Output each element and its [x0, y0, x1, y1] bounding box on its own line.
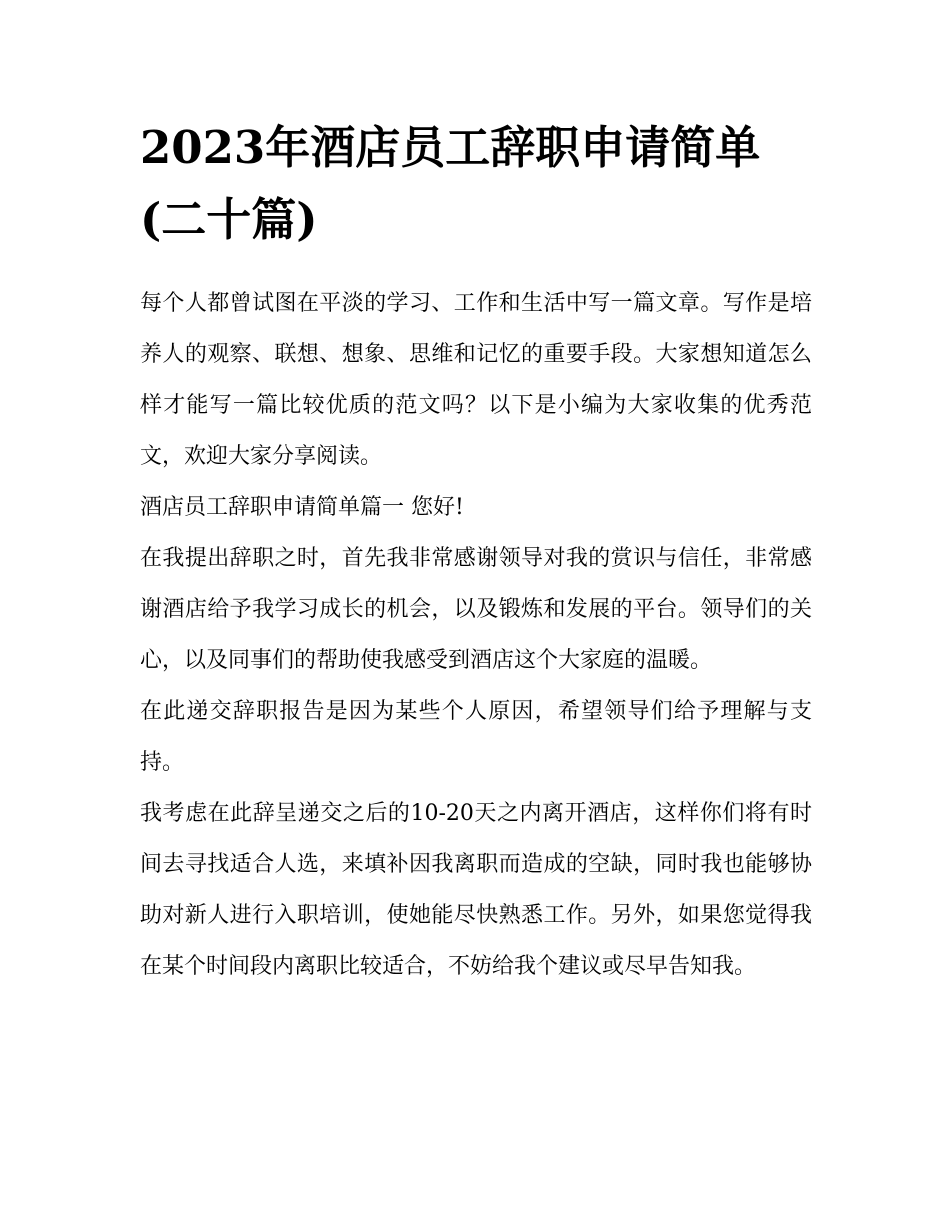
- paragraph-heading-greeting: 酒店员工辞职申请简单篇一 您好!: [140, 495, 464, 520]
- paragraph-reason: 在此递交辞职报告是因为某些个人原因，希望领导们给予理解与支持。: [140, 699, 812, 775]
- document-title: 2023年酒店员工辞职申请简单(二十篇): [140, 121, 761, 246]
- paragraph-intro: 每个人都曾试图在平淡的学习、工作和生活中写一篇文章。写作是培养人的观察、联想、想象、思维和记忆的重要手段。大家想知道怎么样才能写一篇比较优质的范文吗？以下是小编为大家收集的优秀范文，欢迎大家分享阅读。: [140, 291, 812, 469]
- document-page: [140, 112, 812, 992]
- paragraph-gratitude: 在我提出辞职之时，首先我非常感谢领导对我的赏识与信任，非常感谢酒店给予我学习成长的机会，以及锻炼和发展的平台。领导们的关心，以及同事们的帮助使我感受到酒店这个大家庭的温暖。: [140, 546, 812, 673]
- paragraph-timeline: 我考虑在此辞呈递交之后的10-20天之内离开酒店，这样你们将有时间去寻找适合人选，来填补因我离职而造成的空缺，同时我也能够协助对新人进行入职培训，使她能尽快熟悉工作。另外，如果您觉得我在某个时间段内离职比较适合，不妨给我个建议或尽早告知我。: [140, 801, 812, 979]
